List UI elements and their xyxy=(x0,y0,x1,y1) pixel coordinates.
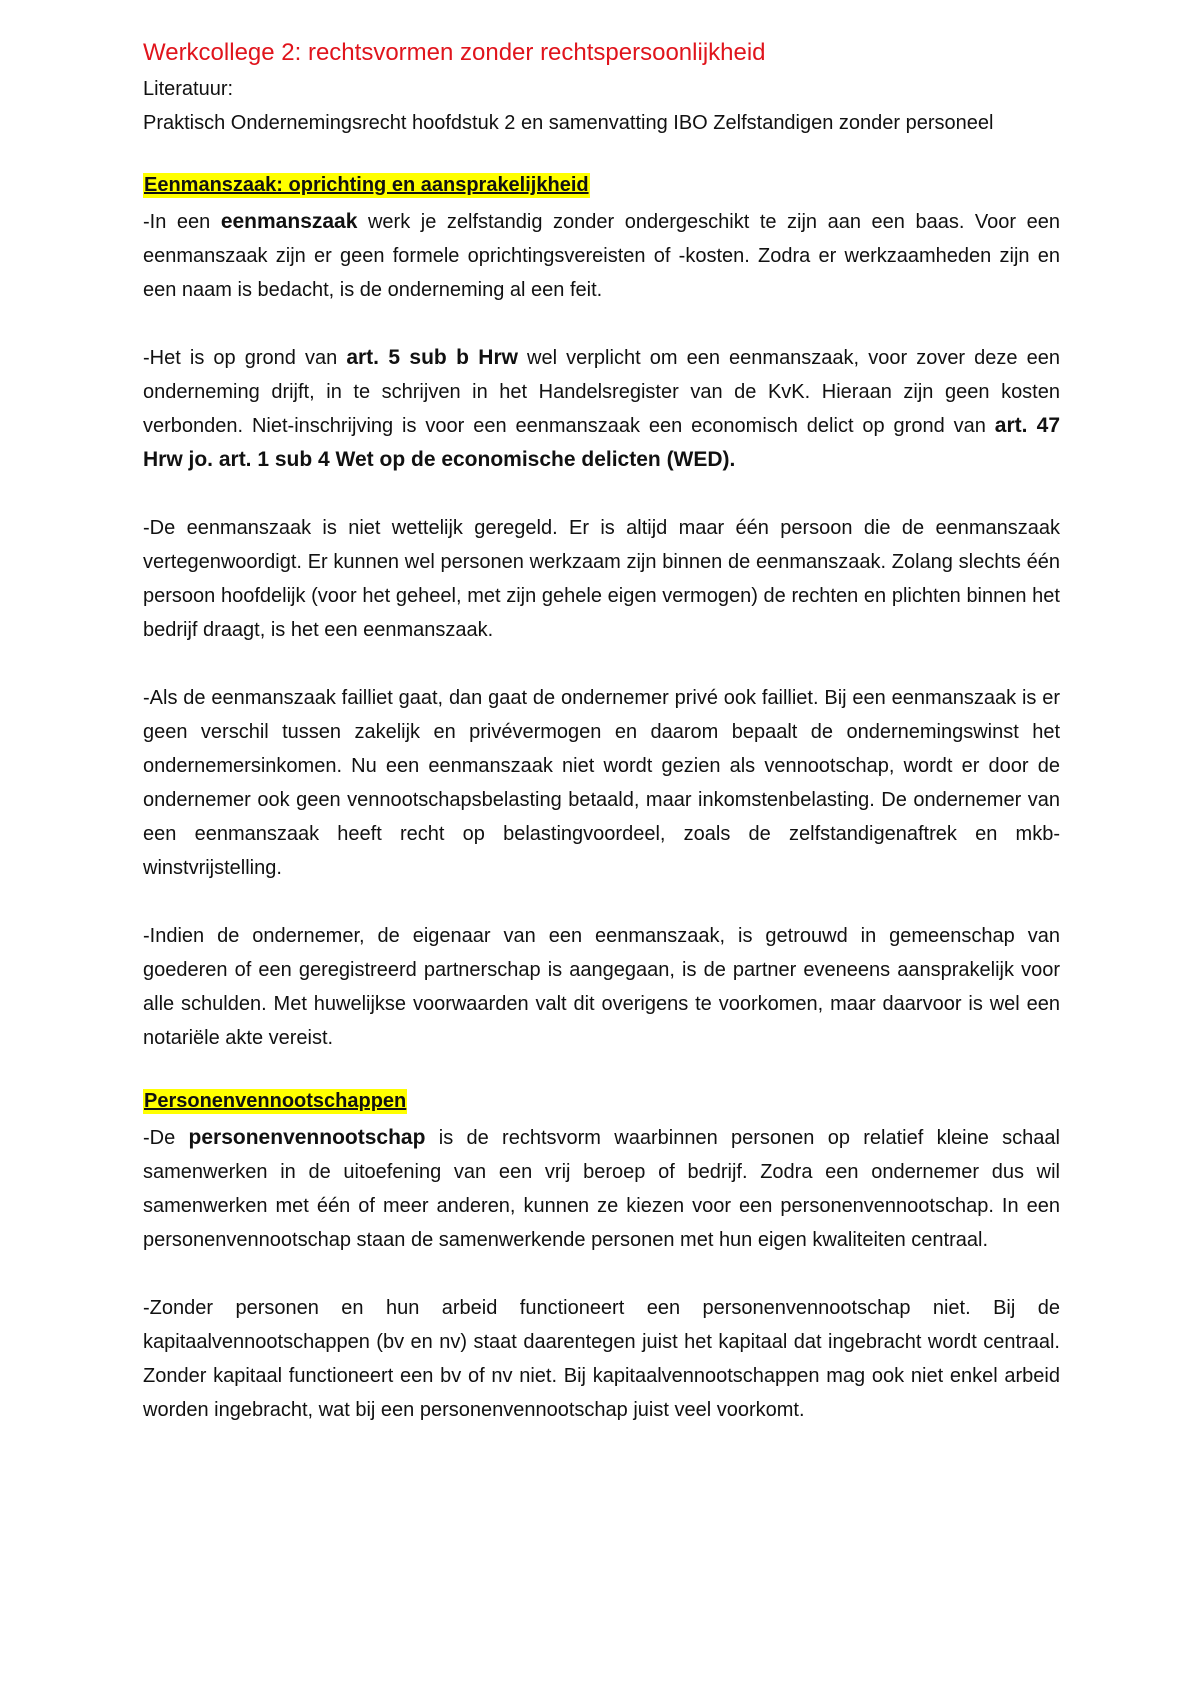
paragraph xyxy=(143,681,1060,885)
paragraph-text: -Het is op grond van xyxy=(143,347,347,369)
paragraph-text: -Indien de ondernemer, de eigenaar van een eenmanszaak, is getrouwd in gemeenschap van goederen of een geregistreerd partnerschap is aangegaan, is de partner eveneens aansprakelijk voor alle schulden. Met huwelijkse voorwaarden valt dit overigens te voorkomen, maar daarvoor is wel een notariële akte vereist. xyxy=(143,925,1060,1049)
literature-label: Literatuur: xyxy=(143,78,234,100)
paragraph xyxy=(143,1291,1060,1427)
paragraph xyxy=(143,1121,1060,1257)
literature-text: Praktisch Ondernemingsrecht hoofdstuk 2 en samenvatting IBO Zelfstandigen zonder personeel xyxy=(143,112,994,134)
section-eenmanszaak xyxy=(143,173,1060,1055)
paragraph-text: wel verplicht om een eenmanszaak, voor zover deze een onderneming drijft, in te schrijven in het Handelsregister van de KvK. Hieraan zijn geen kosten verbonden. Niet-inschrijving is voor een eenmanszaak een economisch delict op grond van xyxy=(143,347,1061,437)
bold-term: personenvennootschap xyxy=(188,1126,426,1149)
section-heading: Personenvennootschappen xyxy=(144,1090,407,1112)
paragraph-text: -In een xyxy=(143,211,221,233)
paragraph xyxy=(143,511,1060,647)
section-personenvennootschappen xyxy=(143,1089,1060,1427)
section-heading: Eenmanszaak: oprichting en aansprakelijkheid xyxy=(144,174,589,196)
bold-term: eenmanszaak xyxy=(220,210,358,233)
paragraph-text: -Zonder personen en hun arbeid functioneert een personenvennootschap niet. Bij de kapitaalvennootschappen (bv en nv) staat daarentegen juist het kapitaal dat ingebracht wordt centraal. Zonder kapitaal functioneert een bv of nv niet. Bij kapitaalvennootschappen mag ook niet enkel arbeid worden ingebracht, wat bij een personenvennootschap juist veel voorkomt. xyxy=(143,1297,1060,1421)
paragraph-text: -Als de eenmanszaak failliet gaat, dan gaat de ondernemer privé ook failliet. Bij een eenmanszaak is er geen verschil tussen zakelijk en privévermogen en daarom bepaalt de ondernemingswinst het ondernemersinkomen. Nu een eenmanszaak niet wordt gezien als vennootschap, wordt er door de ondernemer ook geen vennootschapsbelasting betaald, maar inkomstenbelasting. De ondernemer van een eenmanszaak heeft recht op belastingvoordeel, zoals de zelfstandigenaftrek en mkb-winstvrijstelling. xyxy=(143,687,1060,879)
law-reference: art. 5 sub b Hrw xyxy=(346,346,518,369)
law-reference: art. 47 Hrw jo. art. 1 sub 4 Wet op de economische delicten (WED). xyxy=(143,414,1061,471)
paragraph xyxy=(143,919,1060,1055)
paragraph-text: -De xyxy=(143,1127,189,1149)
paragraph xyxy=(143,205,1060,307)
paragraph-text: -De eenmanszaak is niet wettelijk geregeld. Er is altijd maar één persoon die de eenmanszaak vertegenwoordigt. Er kunnen wel personen werkzaam zijn binnen de eenmanszaak. Zolang slechts één persoon hoofdelijk (voor het geheel, met zijn gehele eigen vermogen) de rechten en plichten binnen het bedrijf draagt, is het een eenmanszaak. xyxy=(143,517,1060,641)
document-title: Werkcollege 2: rechtsvormen zonder rechtspersoonlijkheid xyxy=(143,39,766,66)
paragraph-text: is de rechtsvorm waarbinnen personen op relatief kleine schaal samenwerken in de uitoefening van een vrij beroep of bedrijf. Zodra een ondernemer dus wil samenwerken met één of meer anderen, kunnen ze kiezen voor een personenvennootschap. In een personenvennootschap staan de samenwerkende personen met hun eigen kwaliteiten centraal. xyxy=(143,1127,1060,1251)
paragraph-text: werk je zelfstandig zonder ondergeschikt te zijn aan een baas. Voor een eenmanszaak zijn er geen formele oprichtingsvereisten of -kosten. Zodra er werkzaamheden zijn en een naam is bedacht, is de onderneming al een feit. xyxy=(143,211,1060,301)
paragraph xyxy=(143,341,1060,477)
